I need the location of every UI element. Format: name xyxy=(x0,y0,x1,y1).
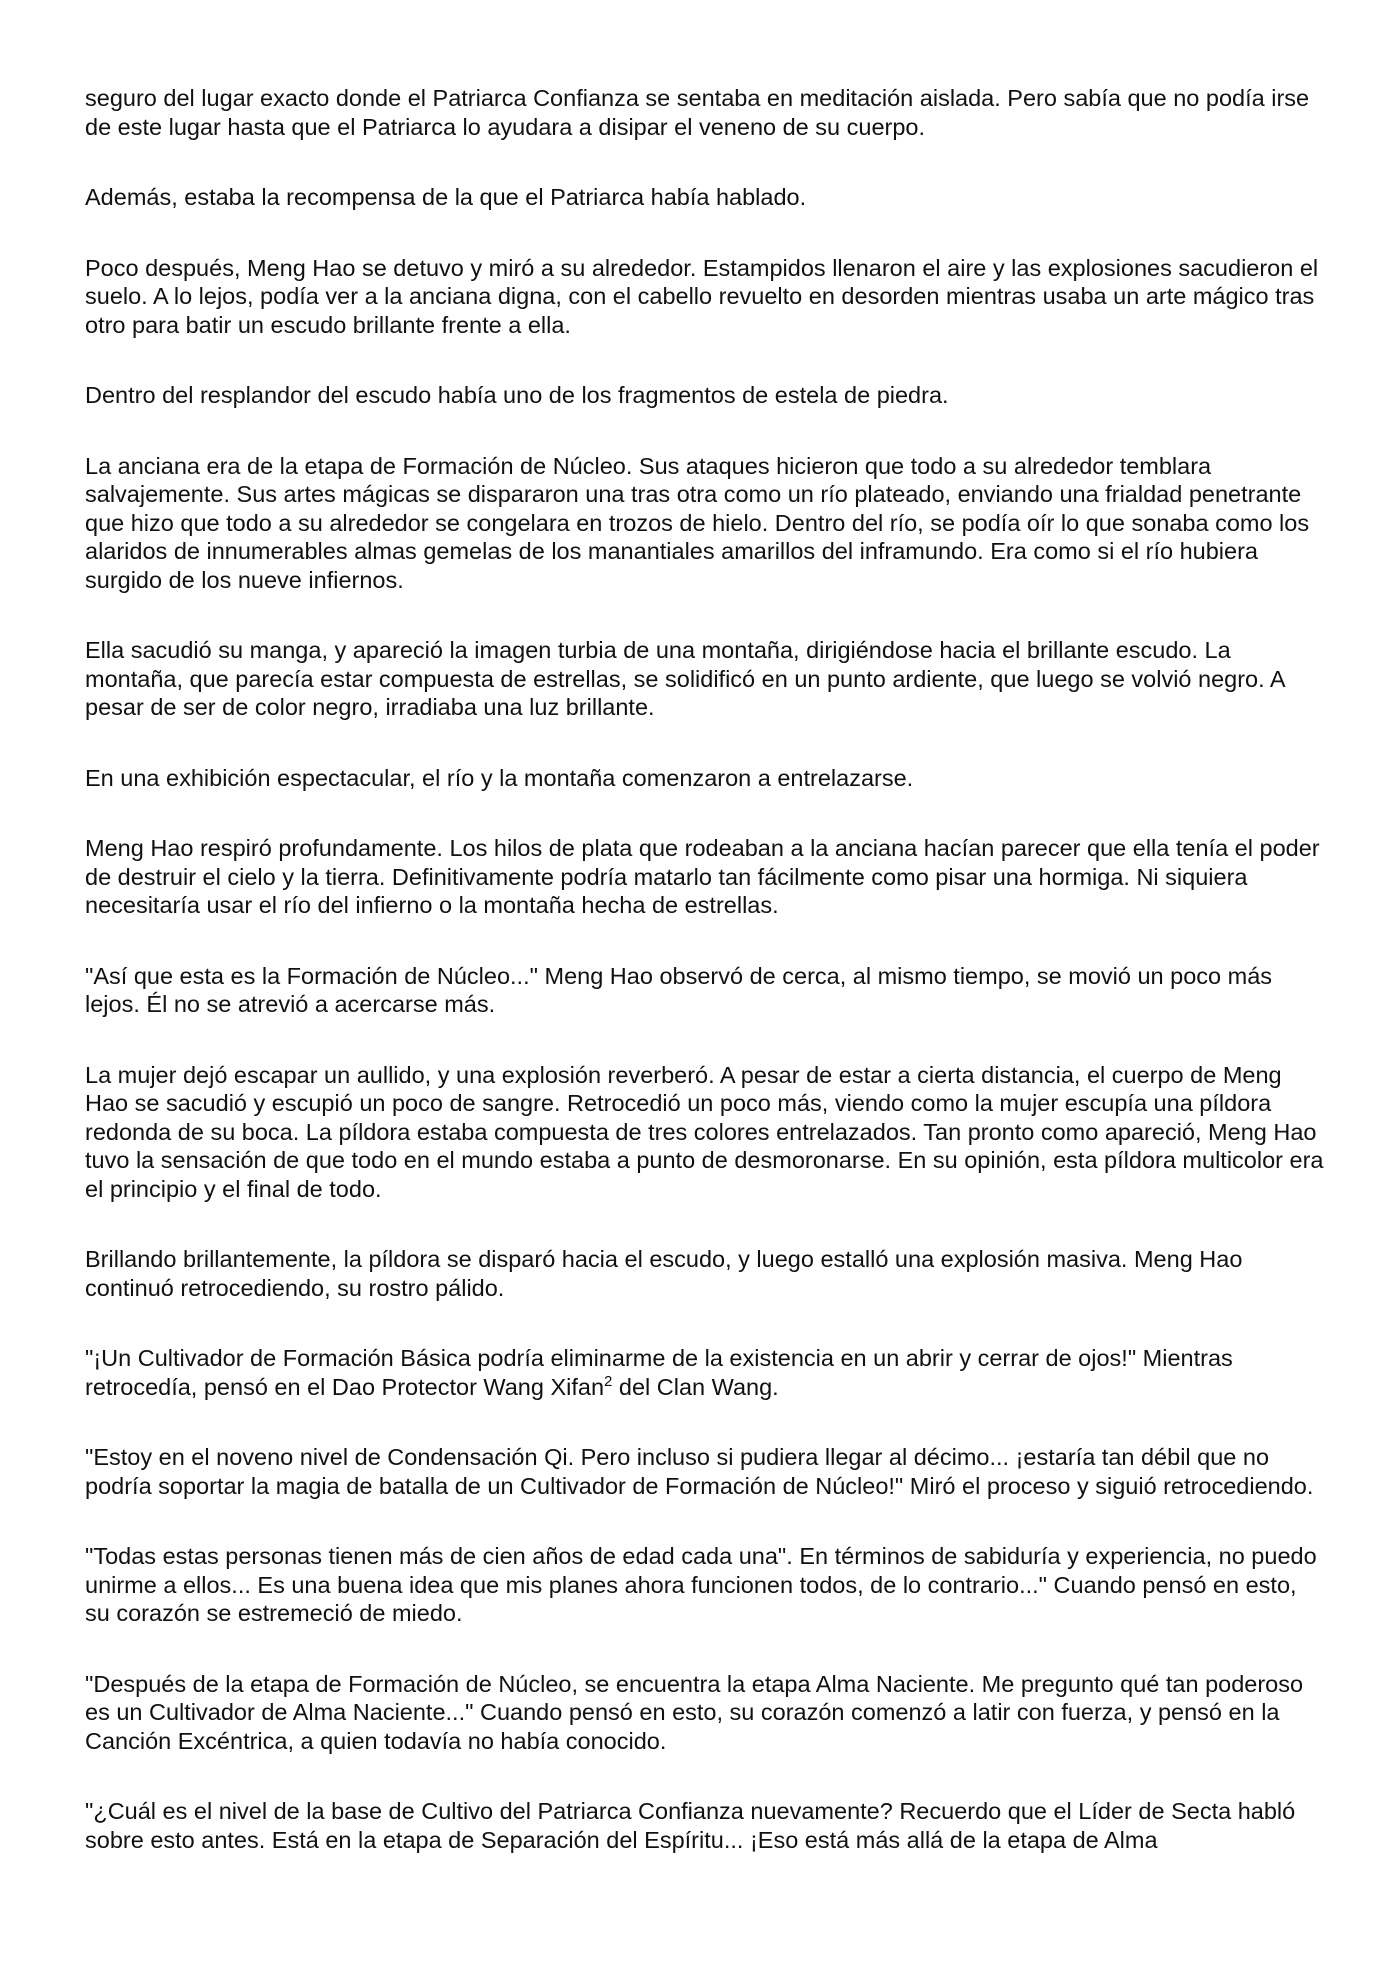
paragraph-1: seguro del lugar exacto donde el Patriarca Confianza se sentaba en meditación aislada. Pero sabía que no podía irse de este lugar hasta que el Patriarca lo ayudara a disipar el veneno de su cuerpo. xyxy=(85,85,1310,140)
paragraph-14: "Todas estas personas tienen más de cien años de edad cada una". En términos de sabiduría y experiencia, no puedo unirme a ellos... Es una buena idea que mis planes ahora funcionen todos, de lo contrario..." Cuando pensó en esto, su corazón se estremeció de miedo. xyxy=(85,1543,1317,1626)
paragraph-8: Meng Hao respiró profundamente. Los hilos de plata que rodeaban a la anciana hacían parecer que ella tenía el poder de destruir el cielo y la tierra. Definitivamente podría matarlo tan fácilmente como pisar una hormiga. Ni siquiera necesitaría usar el río del infierno o la montaña hecha de estrellas. xyxy=(85,835,1320,918)
paragraph-9: "Así que esta es la Formación de Núcleo..." Meng Hao observó de cerca, al mismo tiempo, se movió un poco más lejos. Él no se atrevió a acercarse más. xyxy=(85,962,1273,1017)
paragraph-5: La anciana era de la etapa de Formación de Núcleo. Sus ataques hicieron que todo a su alrededor temblara salvajemente. Sus artes mágicas se dispararon una tras otra como un río plateado, enviando una frialdad penetrante que hizo que todo a su alrededor se congelara en trozos de hielo. Dentro del río, se podía oír lo que sonaba como los alaridos de innumerables almas gemelas de los manantiales amarillos del inframundo. Era como si el río hubiera surgido de los nueve infiernos. xyxy=(85,452,1310,593)
paragraph-6: Ella sacudió su manga, y apareció la imagen turbia de una montaña, dirigiéndose hacia el brillante escudo. La montaña, que parecía estar compuesta de estrellas, se solidificó en un punto ardiente, que luego se volvió negro. A pesar de ser de color negro, irradiaba una luz brillante. xyxy=(85,637,1285,720)
paragraph-15: "Después de la etapa de Formación de Núcleo, se encuentra la etapa Alma Naciente. Me pregunto qué tan poderoso es un Cultivador de Alma Naciente..." Cuando pensó en esto, su corazón comenzó a latir con fuerza, y pensó en la Canción Excéntrica, a quien todavía no había conocido. xyxy=(85,1670,1304,1754)
paragraph-12-tail: del Clan Wang. xyxy=(612,1373,779,1400)
document-page xyxy=(85,84,1325,1854)
footnote-marker[interactable]: 2 xyxy=(604,1372,613,1390)
paragraph-11: Brillando brillantemente, la píldora se disparó hacia el escudo, y luego estalló una explosión masiva. Meng Hao continuó retrocediendo, su rostro pálido. xyxy=(85,1246,1243,1301)
paragraph-12 xyxy=(85,1344,1325,1401)
paragraph-13: "Estoy en el noveno nivel de Condensación Qi. Pero incluso si pudiera llegar al décimo... ¡estaría tan débil que no podría soportar la magia de batalla de un Cultivador de Formación de Núcleo!" Miró el proceso y siguió retrocediendo. xyxy=(85,1444,1314,1499)
paragraph-16: "¿Cuál es el nivel de la base de Cultivo del Patriarca Confianza nuevamente? Recuerdo que el Líder de Secta habló sobre esto antes. Está en la etapa de Separación del Espíritu... ¡Eso está más allá de la etapa de Alma xyxy=(85,1798,1296,1853)
paragraph-2: Además, estaba la recompensa de la que el Patriarca había hablado. xyxy=(85,184,807,210)
paragraph-12-text: "¡Un Cultivador de Formación Básica podría eliminarme de la existencia en un abrir y cerrar de ojos!" Mientras retrocedía, pensó en el Dao Protector Wang Xifan xyxy=(85,1345,1233,1400)
paragraph-4: Dentro del resplandor del escudo había uno de los fragmentos de estela de piedra. xyxy=(85,382,949,408)
paragraph-7: En una exhibición espectacular, el río y la montaña comenzaron a entrelazarse. xyxy=(85,764,914,791)
paragraph-10: La mujer dejó escapar un aullido, y una explosión reverberó. A pesar de estar a cierta distancia, el cuerpo de Meng Hao se sacudió y escupió un poco de sangre. Retrocedió un poco más, viendo como la mujer escupía una píldora redonda de su boca. La píldora estaba compuesta de tres colores entrelazados. Tan pronto como apareció, Meng Hao tuvo la sensación de que todo en el mundo estaba a punto de desmoronarse. En su opinión, esta píldora multicolor era el principio y el final de todo. xyxy=(85,1061,1324,1202)
paragraph-3: Poco después, Meng Hao se detuvo y miró a su alrededor. Estampidos llenaron el aire y las explosiones sacudieron el suelo. A lo lejos, podía ver a la anciana digna, con el cabello revuelto en desorden mientras usaba un arte mágico tras otro para batir un escudo brillante frente a ella. xyxy=(85,254,1319,338)
